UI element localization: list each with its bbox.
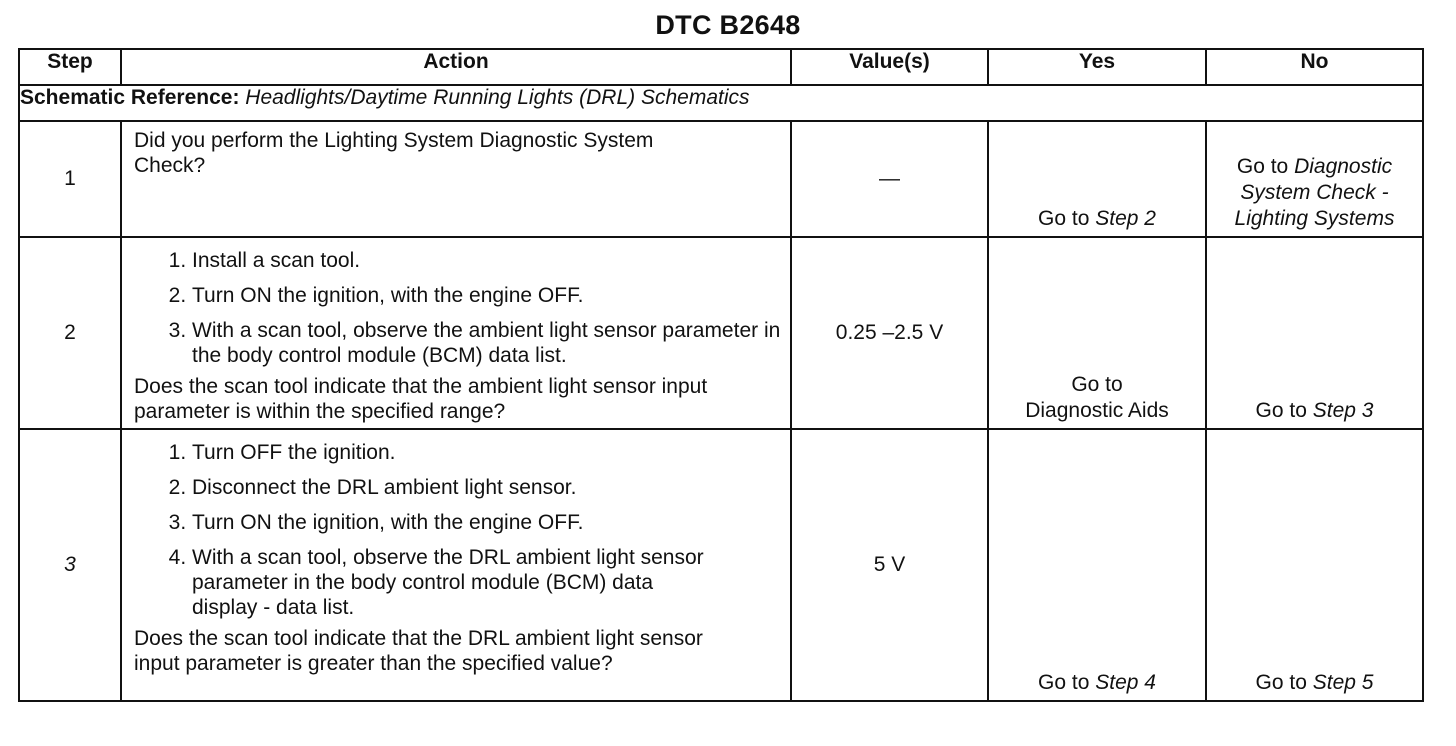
step-number: 1 [19, 121, 121, 237]
table-row [19, 121, 1423, 237]
action-item: 2. Turn ON the ignition, with the engine OFF. [192, 283, 782, 308]
no-step-link[interactable]: Diagnostic System Check - Lighting Systems [1234, 155, 1395, 230]
column-header-values: Value(s) [791, 49, 988, 85]
action-item: 4. With a scan tool, observe the DRL ambient light sensor parameter in the body control module (BCM) data display - data list. [192, 545, 782, 620]
yes-cell [988, 121, 1206, 237]
diagnostic-table [18, 48, 1424, 702]
action-item: 3. Turn ON the ignition, with the engine OFF. [192, 510, 782, 535]
value-cell: — [791, 121, 988, 237]
yes-step-link[interactable]: Diagnostic Aids [1025, 399, 1169, 422]
schematic-reference [19, 85, 1423, 121]
action-item: 2. Disconnect the DRL ambient light sensor. [192, 475, 782, 500]
no-prefix: Go to [1255, 399, 1313, 422]
value-cell: 5 V [791, 429, 988, 701]
column-header-step: Step [19, 49, 121, 85]
value-cell: 0.25 –2.5 V [791, 237, 988, 429]
yes-cell [988, 237, 1206, 429]
step-question: Does the scan tool indicate that the DRL ambient light sensor input parameter is greater than the specified value? [134, 627, 703, 675]
action-item: 1. Turn OFF the ignition. [192, 440, 782, 465]
action-list [134, 248, 782, 368]
schematic-reference-label: Schematic Reference: [20, 86, 240, 109]
yes-prefix: Go to [1038, 207, 1096, 230]
column-header-no: No [1206, 49, 1423, 85]
no-cell [1206, 429, 1423, 701]
no-step-link[interactable]: Step 5 [1312, 671, 1374, 694]
action-cell [121, 121, 791, 237]
column-header-action: Action [121, 49, 791, 85]
step-number: 2 [19, 237, 121, 429]
document-title: DTC B2648 [655, 10, 801, 40]
yes-prefix: Go to [1038, 671, 1096, 694]
no-cell [1206, 237, 1423, 429]
step-question: Does the scan tool indicate that the ambient light sensor input parameter is within the specified range? [134, 375, 708, 423]
action-cell [121, 429, 791, 701]
action-cell [121, 237, 791, 429]
no-prefix: Go to [1255, 671, 1313, 694]
yes-step-link[interactable]: Step 2 [1095, 207, 1156, 230]
action-list [134, 440, 782, 620]
table-row [19, 429, 1423, 701]
yes-prefix: Go to [1071, 373, 1123, 396]
yes-step-link[interactable]: Step 4 [1095, 671, 1156, 694]
no-step-link[interactable]: Step 3 [1312, 399, 1374, 422]
no-cell [1206, 121, 1423, 237]
header-row [19, 49, 1423, 85]
schematic-reference-row [19, 85, 1423, 121]
step-question: Did you perform the Lighting System Diagnostic System Check? [134, 129, 654, 177]
no-prefix: Go to [1236, 155, 1295, 178]
action-item: 1. Install a scan tool. [192, 248, 782, 273]
yes-cell [988, 429, 1206, 701]
column-header-yes: Yes [988, 49, 1206, 85]
action-item: 3. With a scan tool, observe the ambient light sensor parameter in the body control module (BCM) data list. [192, 318, 782, 368]
step-number: 3 [19, 429, 121, 701]
schematic-reference-link[interactable]: Headlights/Daytime Running Lights (DRL) Schematics [245, 86, 750, 109]
table-row [19, 237, 1423, 429]
